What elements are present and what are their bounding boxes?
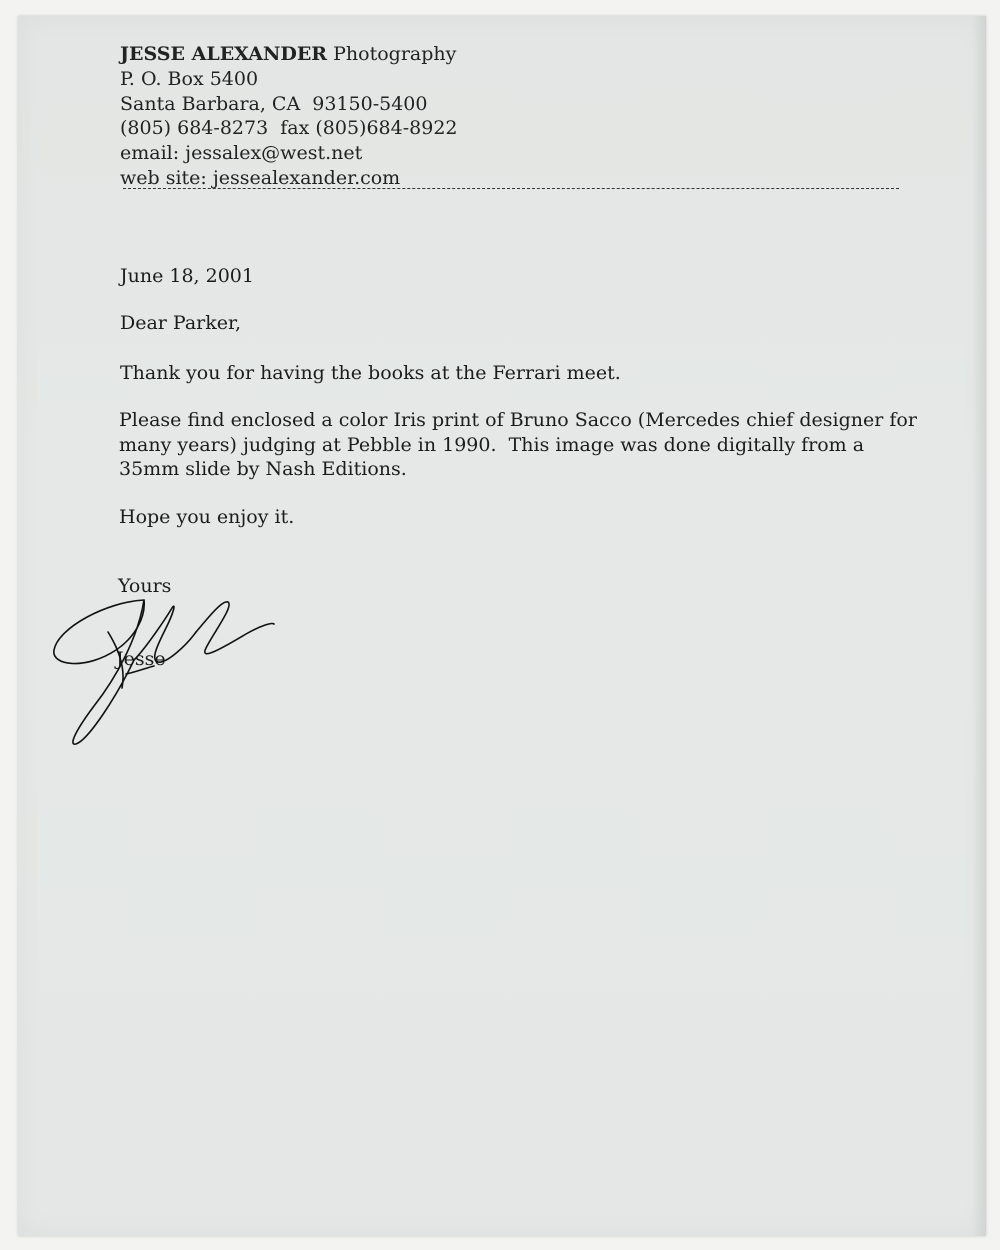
paragraph-2-line: many years) judging at Pebble in 1990. This image was done digitally from a — [119, 433, 865, 456]
brand-suffix: Photography — [327, 43, 457, 65]
paragraph-2-line: 35mm slide by Nash Editions. — [119, 458, 407, 480]
letterhead-email: email: jessalex@west.net — [120, 142, 363, 165]
letter-paragraph-1: Thank you for having the books at the Ferrari meet. — [120, 362, 621, 384]
paragraph-2-line: Please find enclosed a color Iris print of Bruno Sacco (Mercedes chief designer for — [119, 409, 917, 431]
letter-closing: Yours — [118, 575, 172, 597]
letter-paragraph-2 — [119, 408, 917, 482]
letter-salutation: Dear Parker, — [120, 312, 242, 334]
letterhead-phone-fax: (805) 684-8273 fax (805)684-8922 — [120, 117, 458, 140]
letterhead-address: P. O. Box 5400 — [120, 67, 259, 90]
letterhead — [120, 42, 458, 191]
letterhead-city: Santa Barbara, CA 93150-5400 — [120, 92, 428, 115]
letterhead-divider — [123, 188, 899, 189]
letter-date: June 18, 2001 — [120, 265, 254, 287]
brand-name: JESSE ALEXANDER — [120, 43, 328, 65]
letterhead-website: web site: jessealexander.com — [120, 166, 401, 189]
letter-paragraph-3: Hope you enjoy it. — [119, 506, 295, 528]
letterhead-title — [120, 42, 458, 67]
letter-signer-name: Jesse — [116, 648, 166, 670]
letter-page — [18, 16, 986, 1236]
signature-icon — [46, 588, 276, 748]
